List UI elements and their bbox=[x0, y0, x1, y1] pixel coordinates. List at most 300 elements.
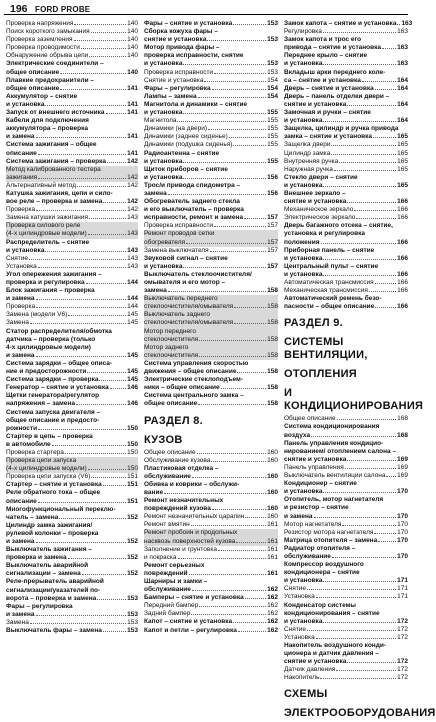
toc-entry bbox=[284, 561, 408, 569]
toc-entry-page: 157 bbox=[267, 262, 278, 270]
toc-entry-page: 164 bbox=[397, 76, 408, 84]
toc-entry-title: Внутренняя ручка bbox=[284, 157, 339, 165]
toc-entry-page: 153 bbox=[127, 627, 138, 635]
toc-entry bbox=[284, 166, 408, 174]
toc-entry-title: Метод калиброванного тестера bbox=[6, 165, 101, 173]
toc-entry bbox=[144, 158, 278, 166]
toc-entry-page: 157 bbox=[267, 214, 278, 222]
dot-leader bbox=[60, 73, 126, 74]
toc-entry-title: нированием/ отоплением салона – bbox=[284, 447, 397, 455]
toc-entry-title: Кондиционер – снятие bbox=[284, 480, 357, 488]
toc-entry-page: 172 bbox=[397, 674, 408, 682]
dot-leader bbox=[233, 145, 266, 146]
toc-entry-title: привода – снятие и установка bbox=[284, 44, 382, 52]
toc-entry bbox=[144, 28, 278, 36]
dot-leader bbox=[234, 323, 266, 324]
dot-leader bbox=[236, 542, 266, 543]
toc-entry-page: 152 bbox=[127, 513, 138, 521]
dot-leader bbox=[88, 469, 126, 470]
toc-entry-page: 160 bbox=[267, 456, 278, 464]
dot-leader bbox=[91, 32, 126, 33]
toc-entry bbox=[144, 85, 278, 93]
dot-leader bbox=[237, 372, 266, 373]
toc-entry-title: Центральный пульт – снятие bbox=[284, 262, 379, 270]
dot-leader bbox=[103, 485, 126, 486]
dot-leader bbox=[321, 243, 397, 244]
toc-entry-title: и установка bbox=[284, 117, 323, 125]
toc-entry bbox=[284, 77, 408, 85]
toc-column-1 bbox=[6, 20, 138, 635]
toc-entry-title: и установка bbox=[144, 262, 183, 270]
dot-leader bbox=[375, 307, 396, 308]
dot-leader bbox=[229, 137, 266, 138]
dot-leader bbox=[323, 275, 396, 276]
toc-entry bbox=[284, 545, 408, 553]
toc-entry-page: 142 bbox=[127, 173, 138, 181]
toc-entry bbox=[144, 497, 278, 505]
toc-entry-title: чатель – замена bbox=[6, 513, 59, 521]
toc-entry bbox=[284, 198, 408, 206]
toc-entry-page: 155 bbox=[267, 157, 278, 165]
toc-entry-page: 153 bbox=[267, 20, 278, 27]
toc-entry bbox=[6, 109, 138, 117]
toc-entry bbox=[144, 352, 278, 360]
dot-leader bbox=[307, 589, 396, 590]
page-title: FORD PROBE bbox=[35, 5, 91, 14]
dot-leader bbox=[91, 477, 126, 478]
toc-entry bbox=[284, 263, 408, 271]
toc-entry-page: 144 bbox=[127, 279, 138, 286]
toc-entry-title: и установка bbox=[6, 246, 45, 254]
toc-entry bbox=[6, 522, 138, 530]
toc-entry-page: 158 bbox=[267, 351, 278, 359]
toc-entry bbox=[284, 440, 408, 448]
toc-entry-title: повреждений кузова bbox=[144, 505, 211, 513]
dot-leader bbox=[336, 670, 396, 671]
toc-entry bbox=[6, 417, 138, 425]
toc-entry-title: и замена bbox=[6, 351, 35, 359]
toc-entry bbox=[284, 513, 408, 521]
toc-entry-page: 166 bbox=[397, 198, 408, 206]
toc-entry-title: Пластиковая отделка – bbox=[144, 464, 219, 472]
toc-entry-title: (4-х цилиндровые модели) bbox=[6, 465, 87, 473]
toc-entry-page: 166 bbox=[397, 303, 408, 311]
dot-leader bbox=[36, 356, 127, 357]
toc-entry bbox=[284, 247, 408, 255]
toc-entry-page: 143 bbox=[127, 254, 138, 262]
toc-entry bbox=[144, 239, 278, 247]
toc-entry-title: Регулировка bbox=[284, 28, 322, 36]
dot-leader bbox=[177, 121, 266, 122]
toc-entry bbox=[144, 141, 278, 149]
toc-entry-title: Звуковой сигнал – снятие bbox=[144, 254, 228, 262]
dot-leader bbox=[362, 81, 396, 82]
dot-leader bbox=[334, 170, 396, 171]
toc-entry bbox=[6, 125, 138, 133]
toc-entry-title: Дверь багажного отсека – снятие, bbox=[284, 222, 393, 230]
toc-entry bbox=[144, 400, 278, 408]
toc-entry-page: 166 bbox=[397, 206, 408, 214]
dot-leader bbox=[199, 356, 266, 357]
toc-entry-title: Проверка проводимости bbox=[6, 44, 80, 52]
toc-entry-title: обслуживание bbox=[144, 586, 191, 594]
toc-entry-page: 170 bbox=[397, 552, 408, 560]
toc-entry bbox=[6, 595, 138, 603]
toc-entry-title: Установка bbox=[6, 262, 37, 270]
toc-entry-title: пасности – общее описание bbox=[284, 303, 375, 311]
toc-entry bbox=[144, 36, 278, 44]
toc-entry bbox=[284, 28, 408, 36]
toc-entry-title: Общее описание bbox=[144, 448, 196, 456]
toc-entry-title: Замочная и ручки – снятие bbox=[284, 109, 371, 117]
toc-entry bbox=[144, 481, 278, 489]
toc-entry-title: Проверка bbox=[6, 206, 36, 214]
dot-leader bbox=[212, 509, 266, 510]
toc-entry bbox=[6, 158, 138, 166]
toc-entry-title: ние и предосторожности bbox=[6, 368, 87, 376]
dot-leader bbox=[36, 210, 126, 211]
dot-leader bbox=[356, 218, 396, 219]
toc-entry-page: 142 bbox=[127, 157, 138, 165]
toc-entry-page: 140 bbox=[127, 52, 138, 60]
dot-leader bbox=[373, 137, 396, 138]
toc-entry-title: и установка bbox=[284, 270, 323, 278]
toc-entry bbox=[144, 562, 278, 570]
toc-entry-page: 151 bbox=[127, 497, 138, 505]
toc-entry bbox=[284, 585, 408, 593]
dot-leader bbox=[36, 307, 126, 308]
toc-entry bbox=[144, 222, 278, 230]
toc-entry bbox=[144, 489, 278, 497]
toc-entry-title: Проверка заземления bbox=[6, 36, 73, 44]
toc-entry-page: 145 bbox=[127, 311, 138, 319]
dot-leader bbox=[354, 210, 396, 211]
toc-entry-title: описание bbox=[6, 497, 37, 505]
toc-entry-title: положения bbox=[284, 238, 320, 246]
toc-entry-page: 157 bbox=[267, 238, 278, 246]
toc-entry-page: 152 bbox=[127, 570, 138, 578]
toc-entry bbox=[6, 603, 138, 611]
toc-entry-title: установка и регулировка bbox=[284, 230, 365, 238]
dot-leader bbox=[30, 323, 126, 324]
toc-entry bbox=[6, 352, 138, 360]
toc-entry-page: 166 bbox=[397, 270, 408, 278]
toc-entry-page: 150 bbox=[127, 424, 138, 432]
dot-leader bbox=[221, 388, 266, 389]
toc-entry-page: 143 bbox=[127, 230, 138, 238]
toc-entry bbox=[284, 553, 408, 561]
toc-entry bbox=[6, 376, 138, 384]
toc-entry-title: и замена bbox=[6, 133, 35, 141]
toc-entry bbox=[284, 133, 408, 141]
dot-leader bbox=[323, 622, 396, 623]
toc-entry-title: Дверь – снятие и установка bbox=[284, 84, 374, 92]
dot-leader bbox=[339, 162, 396, 163]
toc-entry-page: 168 bbox=[397, 415, 408, 423]
toc-entry-title: Проверка стартера bbox=[6, 448, 64, 456]
dot-leader bbox=[45, 105, 126, 106]
toc-entry-title: снятие и установка bbox=[284, 100, 347, 108]
toc-entry-title: и установка bbox=[284, 617, 323, 625]
dot-leader bbox=[110, 388, 126, 389]
toc-entry bbox=[284, 488, 408, 496]
toc-entry-title: Обогреватель заднего стекла bbox=[144, 198, 240, 206]
toc-entry bbox=[284, 537, 408, 545]
toc-entry bbox=[284, 634, 408, 642]
toc-entry-page: 143 bbox=[127, 246, 138, 254]
dot-leader bbox=[82, 574, 126, 575]
toc-entry-title: проверка и регулировка bbox=[6, 279, 85, 286]
dot-leader bbox=[59, 518, 126, 519]
toc-entry-title: Выключатель фары – замена bbox=[6, 627, 102, 635]
toc-entry-title: вое реле – проверка и замена bbox=[6, 198, 103, 206]
toc-entry bbox=[6, 60, 138, 68]
section-heading: ЭЛЕКТРООБОРУДОВАНИЯ bbox=[284, 707, 436, 720]
toc-entry-title: проверка и замена bbox=[6, 554, 67, 562]
toc-entry bbox=[284, 206, 408, 214]
toc-entry bbox=[6, 392, 138, 400]
toc-entry-title: Стартер в цепь – проверка bbox=[6, 432, 93, 440]
toc-entry-title: Снятие и установка bbox=[144, 76, 204, 84]
toc-entry-title: Электрические стеклоподъем- bbox=[144, 376, 243, 384]
toc-entry-title: Ремонт незначительных bbox=[144, 497, 224, 505]
toc-entry-title: омывателя и его мотор – bbox=[144, 279, 226, 286]
toc-entry-title: Выключатель переднего bbox=[144, 295, 218, 303]
toc-entry bbox=[284, 230, 408, 238]
toc-entry bbox=[284, 182, 408, 190]
dot-leader bbox=[192, 477, 266, 478]
toc-entry-title: Фары – регулировка bbox=[6, 602, 73, 610]
toc-entry bbox=[144, 570, 278, 578]
toc-entry bbox=[6, 514, 138, 522]
toc-entry-title: Щетки генератора/регулятор bbox=[6, 392, 100, 400]
toc-entry-title: Ремонт пробоин и продольных bbox=[144, 529, 238, 537]
toc-entry-title: Передний бампер bbox=[144, 602, 199, 610]
dot-leader bbox=[99, 380, 126, 381]
toc-entry bbox=[144, 627, 278, 635]
toc-entry-title: исправности, ремонт и замена bbox=[144, 214, 243, 222]
toc-entry bbox=[144, 247, 278, 255]
toc-entry-page: 169 bbox=[397, 463, 408, 471]
dot-leader bbox=[183, 178, 266, 179]
toc-entry bbox=[6, 271, 138, 279]
toc-entry-page: 155 bbox=[267, 141, 278, 149]
toc-entry bbox=[6, 319, 138, 327]
toc-entry bbox=[144, 133, 278, 141]
dot-leader bbox=[36, 299, 127, 300]
toc-entry bbox=[144, 109, 278, 117]
toc-entry bbox=[6, 409, 138, 417]
toc-entry-page: 150 bbox=[127, 448, 138, 456]
dot-leader bbox=[244, 218, 266, 219]
toc-entry-title: Трос/и привода спидометра – bbox=[144, 181, 241, 189]
toc-entry-page: 140 bbox=[127, 44, 138, 52]
toc-entry-title: и установка bbox=[284, 60, 323, 68]
toc-entry-page: 163 bbox=[401, 20, 413, 27]
toc-entry-page: 166 bbox=[397, 254, 408, 262]
dot-leader bbox=[183, 64, 266, 65]
dot-leader bbox=[214, 73, 266, 74]
dot-leader bbox=[38, 429, 126, 430]
toc-entry-page: 141 bbox=[127, 100, 138, 108]
dot-leader bbox=[347, 202, 396, 203]
toc-entry-title: и замена bbox=[6, 538, 35, 545]
toc-entry-title: и его выключатель – проверка bbox=[144, 206, 244, 214]
toc-entry-title: замена bbox=[144, 189, 167, 197]
toc-entry-page: 172 bbox=[397, 666, 408, 674]
toc-entry bbox=[6, 400, 138, 408]
toc-entry-title: Радиоантенна – снятие bbox=[144, 149, 220, 157]
toc-entry-title: общее описание bbox=[144, 400, 198, 408]
toc-entry bbox=[284, 480, 408, 488]
toc-entry bbox=[6, 174, 138, 182]
toc-entry bbox=[6, 279, 138, 287]
toc-entry-page: 141 bbox=[127, 109, 138, 117]
toc-entry-title: Система управления скоростью bbox=[144, 359, 249, 367]
toc-entry-page: 163 bbox=[397, 28, 408, 36]
toc-entry bbox=[144, 182, 278, 190]
toc-entry-title: повреждений bbox=[144, 569, 188, 577]
toc-entry-title: Выключатель стеклоочистителя/ bbox=[144, 270, 252, 278]
toc-entry-title: и установка bbox=[284, 577, 323, 585]
toc-entry bbox=[6, 117, 138, 125]
toc-entry-title: Щиток приборов – снятие bbox=[144, 165, 228, 173]
toc-entry bbox=[144, 255, 278, 263]
toc-entry-title: Замена катушки зажигания bbox=[6, 214, 89, 222]
dot-leader bbox=[89, 218, 126, 219]
toc-entry-page: 172 bbox=[397, 658, 408, 666]
dot-leader bbox=[107, 162, 126, 163]
dot-leader bbox=[97, 599, 126, 600]
dot-leader bbox=[234, 307, 266, 308]
toc-entry bbox=[284, 642, 408, 650]
toc-entry-page: 162 bbox=[267, 594, 278, 602]
toc-entry bbox=[6, 360, 138, 368]
toc-entry-page: 170 bbox=[397, 488, 408, 496]
dot-leader bbox=[186, 243, 266, 244]
toc-entry-title: Фары – снятие и установка bbox=[144, 20, 233, 27]
toc-entry-page: 170 bbox=[397, 512, 408, 520]
toc-entry-page: 153 bbox=[127, 594, 138, 602]
toc-entry-title: и установка bbox=[284, 181, 323, 189]
toc-entry-title: Ремонт серьезных bbox=[144, 561, 205, 569]
toc-entry-page: 142 bbox=[127, 206, 138, 214]
dot-leader bbox=[212, 89, 266, 90]
toc-entry-page: 157 bbox=[267, 222, 278, 230]
toc-entry-page: 161 bbox=[267, 569, 278, 577]
toc-entry bbox=[144, 117, 278, 125]
toc-entry-title: Замок капота и трос его bbox=[284, 36, 362, 44]
dot-leader bbox=[369, 291, 396, 292]
toc-entry-title: Многофункциональный переклю- bbox=[6, 505, 116, 513]
dot-leader bbox=[183, 267, 266, 268]
dot-leader bbox=[199, 340, 266, 341]
toc-entry-title: (4-х цилиндровые модели) bbox=[6, 230, 87, 238]
toc-entry-title: Система запуска двигателя – bbox=[6, 408, 101, 416]
toc-entry-title: Система зарядки – проверка bbox=[6, 376, 99, 384]
toc-entry-page: 151 bbox=[127, 481, 138, 489]
toc-entry-page: 153 bbox=[267, 68, 278, 76]
dot-leader bbox=[210, 251, 266, 252]
toc-entry bbox=[284, 69, 408, 77]
section-heading: СХЕМЫ bbox=[284, 688, 328, 701]
toc-entry-page: 166 bbox=[397, 214, 408, 222]
toc-entry-title: и установка bbox=[144, 109, 183, 117]
toc-entry-title: Динамики (подушка сиденья) bbox=[144, 141, 233, 149]
toc-entry bbox=[284, 190, 408, 198]
toc-entry bbox=[284, 618, 408, 626]
toc-entry bbox=[6, 425, 138, 433]
dot-leader bbox=[311, 436, 396, 437]
toc-entry bbox=[284, 117, 408, 125]
section-heading: СИСТЕМЫ ВЕНТИЛЯЦИИ, bbox=[284, 336, 368, 362]
toc-entry-page: 158 bbox=[267, 335, 278, 343]
toc-entry-title: Ремонт незначительных царапин bbox=[144, 513, 245, 521]
toc-entry-title: Задний бампер bbox=[144, 610, 191, 618]
toc-entry-title: Динамики (на двери) bbox=[144, 125, 207, 133]
toc-entry bbox=[284, 521, 408, 529]
toc-entry bbox=[6, 230, 138, 238]
dot-leader bbox=[198, 97, 267, 98]
toc-entry-title: Угол опережения зажигания – bbox=[6, 270, 102, 278]
toc-entry-title: Магнитола bbox=[144, 117, 177, 125]
toc-entry bbox=[144, 214, 278, 222]
dot-leader bbox=[38, 502, 126, 503]
dot-leader bbox=[103, 202, 126, 203]
dot-leader bbox=[375, 283, 396, 284]
toc-entry bbox=[284, 448, 408, 456]
dot-leader bbox=[238, 631, 266, 632]
toc-entry bbox=[144, 586, 278, 594]
toc-entry bbox=[284, 504, 408, 512]
toc-entry-title: обслуживание bbox=[284, 552, 331, 560]
toc-entry-title: Статор распределителя/обмотка bbox=[6, 327, 112, 335]
toc-entry-title: Матрица отопителя – замена bbox=[284, 536, 378, 544]
toc-entry bbox=[284, 101, 408, 109]
toc-entry bbox=[144, 384, 278, 392]
toc-entry-title: Динамики (заднее сиденье) bbox=[144, 133, 228, 141]
toc-entry-title: Механическое зеркало bbox=[284, 206, 354, 214]
toc-entry-page: 154 bbox=[267, 92, 278, 100]
toc-entry bbox=[6, 433, 138, 441]
toc-entry bbox=[6, 69, 138, 77]
toc-entry bbox=[284, 529, 408, 537]
toc-entry-page: 144 bbox=[127, 303, 138, 311]
toc-entry-page: 161 bbox=[267, 553, 278, 561]
dot-leader bbox=[245, 598, 266, 599]
toc-entry bbox=[284, 158, 408, 166]
toc-entry-title: Защелка двери bbox=[284, 141, 331, 149]
dot-leader bbox=[36, 542, 127, 543]
toc-entry bbox=[6, 93, 138, 101]
toc-entry-title: Обивка и коврики – обслужи- bbox=[144, 480, 240, 488]
toc-entry bbox=[144, 546, 278, 554]
dot-leader bbox=[307, 630, 396, 631]
toc-entry bbox=[6, 263, 138, 271]
dot-leader bbox=[323, 492, 396, 493]
dot-leader bbox=[168, 194, 266, 195]
toc-entry-title: Проверка цепи запуска (V6) bbox=[6, 473, 91, 481]
page-number: 196 bbox=[10, 3, 28, 15]
dot-leader bbox=[331, 145, 396, 146]
toc-entry-page: 158 bbox=[267, 368, 278, 376]
toc-entry bbox=[6, 538, 138, 546]
toc-entry-title: Замена bbox=[6, 618, 29, 626]
dot-leader bbox=[233, 24, 266, 25]
toc-entry-title: Система зажигания – общее bbox=[6, 141, 97, 149]
toc-entry-page: 154 bbox=[267, 76, 278, 84]
toc-entry-title: датчика – проверка (только bbox=[6, 335, 96, 343]
